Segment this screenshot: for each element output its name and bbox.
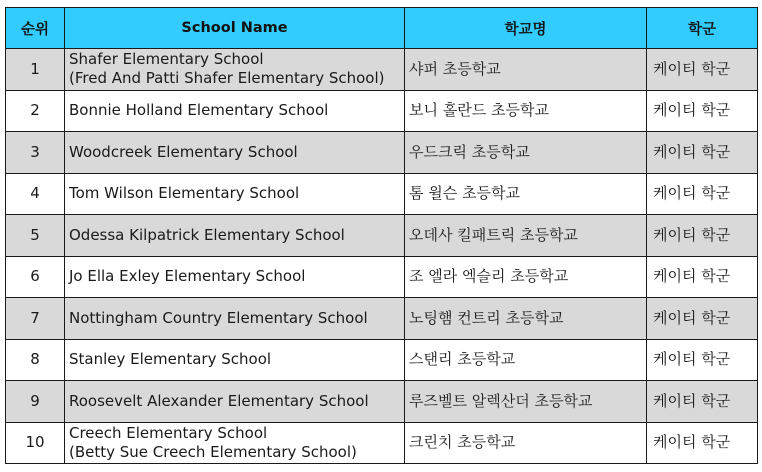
rank-cell: 2 [6,90,65,132]
school-name-cell: Bonnie Holland Elementary School [65,90,405,132]
rank-cell: 5 [6,215,65,257]
korean-name-cell: 보니 홀란드 초등학교 [405,90,647,132]
table-row [6,256,758,298]
table-row [6,298,758,340]
school-name-line2: (Betty Sue Creech Elementary School) [69,442,357,461]
rank-cell: 7 [6,298,65,340]
school-name-cell [65,49,405,91]
district-cell: 케이티 학군 [647,298,758,340]
korean-name-cell: 루즈벨트 알렉산더 초등학교 [405,381,647,423]
rank-cell: 10 [6,422,65,464]
table-row [6,381,758,423]
korean-name-cell: 노팅햄 컨트리 초등학교 [405,298,647,340]
header-korean-name: 학교명 [405,8,647,49]
rank-cell: 1 [6,49,65,91]
table-row [6,339,758,381]
table-header-row [6,8,758,49]
school-name-cell: Stanley Elementary School [65,339,405,381]
district-cell: 케이티 학군 [647,256,758,298]
korean-name-cell: 스탠리 초등학교 [405,339,647,381]
korean-name-cell: 오데사 킬패트릭 초등학교 [405,215,647,257]
header-school-name: School Name [65,8,405,49]
rank-cell: 3 [6,132,65,174]
korean-name-cell: 톰 윌슨 초등학교 [405,173,647,215]
district-cell: 케이티 학군 [647,132,758,174]
district-cell: 케이티 학군 [647,422,758,464]
school-name-cell [65,422,405,464]
table-row [6,90,758,132]
district-cell: 케이티 학군 [647,49,758,91]
district-cell: 케이티 학군 [647,381,758,423]
school-name-cell: Jo Ella Exley Elementary School [65,256,405,298]
table-row [6,422,758,464]
district-cell: 케이티 학군 [647,215,758,257]
school-name-cell: Roosevelt Alexander Elementary School [65,381,405,423]
district-cell: 케이티 학군 [647,339,758,381]
school-name-cell: Odessa Kilpatrick Elementary School [65,215,405,257]
table-row [6,173,758,215]
korean-name-cell: 우드크릭 초등학교 [405,132,647,174]
korean-name-cell: 샤퍼 초등학교 [405,49,647,91]
rank-cell: 8 [6,339,65,381]
school-name-line1: Creech Elementary School [69,423,268,442]
district-cell: 케이티 학군 [647,173,758,215]
table-row [6,49,758,91]
rank-cell: 9 [6,381,65,423]
school-name-cell: Tom Wilson Elementary School [65,173,405,215]
korean-name-cell: 크린치 초등학교 [405,422,647,464]
school-name-cell: Woodcreek Elementary School [65,132,405,174]
district-cell: 케이티 학군 [647,90,758,132]
school-name-line2: (Fred And Patti Shafer Elementary School) [69,69,385,88]
school-name-line1: Shafer Elementary School [69,50,264,69]
rank-cell: 6 [6,256,65,298]
header-rank: 순위 [6,8,65,49]
table-row [6,215,758,257]
header-district: 학군 [647,8,758,49]
school-name-cell: Nottingham Country Elementary School [65,298,405,340]
school-ranking-table [5,7,758,464]
school-ranking-table-container [5,7,758,464]
korean-name-cell: 조 엘라 엑슬리 초등학교 [405,256,647,298]
rank-cell: 4 [6,173,65,215]
table-row [6,132,758,174]
